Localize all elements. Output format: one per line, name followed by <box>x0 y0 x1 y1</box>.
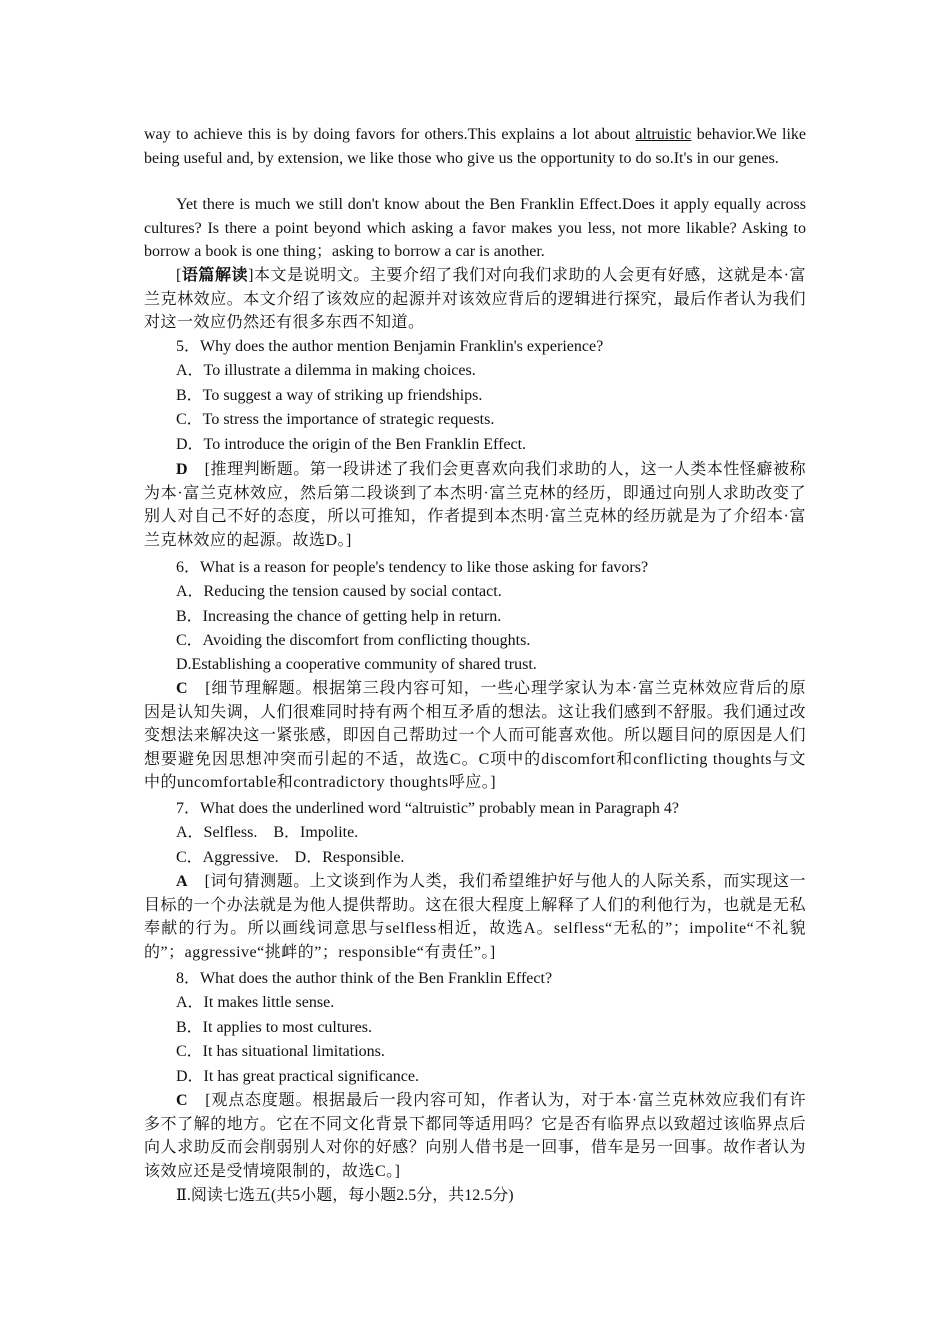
option-d: D.Establishing a cooperative community of shared trust. <box>176 656 537 673</box>
option-d: D．To introduce the origin of the Ben Franklin Effect. <box>176 436 527 453</box>
option-a: A．Reducing the tension caused by social contact. <box>176 583 502 600</box>
answer-explanation <box>144 458 806 552</box>
option-a: A．It makes little sense. <box>176 994 335 1011</box>
option-c: C．It has situational limitations. <box>176 1043 385 1060</box>
answer-letter: A <box>176 873 189 890</box>
passage-analysis <box>144 264 806 335</box>
answer-explanation <box>144 677 806 795</box>
explanation-text: [细节理解题。根据第三段内容可知，一些心理学家认为本·富兰克林效应背后的原因是认知失调，人们很难同时持有两个相互矛盾的想法。这让我们感到不舒服。我们通过改变想法来解决这一紧张感，即因自己帮助过一个人而可能喜欢他。所以题目问的原因是人们想要避免因思想冲突而引起的不适，故选C。C项中的discomfort和conflicting thoughts与文中的uncomfortable和contradictory thoughts呼应。] <box>144 680 806 791</box>
option-b: B．It applies to most cultures. <box>176 1019 372 1036</box>
answer-letter: C <box>176 680 189 697</box>
analysis-text: ]本文是说明文。主要介绍了我们对向我们求助的人会更有好感，这就是本·富兰克林效应。本文介绍了该效应的起源并对该效应背后的逻辑进行探究，最后作者认为我们对这一效应仍然还有很多东西不知道。 <box>144 267 806 331</box>
question-stem: 6．What is a reason for people's tendency to like those asking for favors? <box>176 559 649 576</box>
option-row: A．Selfless. B．Impolite. <box>176 824 359 841</box>
option-c: C．To stress the importance of strategic requests. <box>176 411 495 428</box>
analysis-bracket: [ <box>176 267 182 284</box>
explanation-text: [观点态度题。根据最后一段内容可知，作者认为，对于本·富兰克林效应我们有许多不了解的地方。它在不同文化背景下都同等适用吗？它是否有临界点以致超过该临界点后向人求助反而会削弱别人对你的好感？向别人借书是一回事，借车是另一回事。故作者认为该效应还是受情境限制的，故选C。] <box>144 1092 806 1180</box>
option-d: D．It has great practical significance. <box>176 1068 420 1085</box>
passage-text: behavior.We like being useful and, by extension, we like those who give us the opportunity to do so.It's in our genes. <box>144 126 806 167</box>
question-stem: 7．What does the underlined word “altruistic” probably mean in Paragraph 4? <box>176 800 679 817</box>
analysis-tag: 语篇解读 <box>181 267 249 284</box>
option-b: B．Increasing the chance of getting help in return. <box>176 608 502 625</box>
passage-paragraph-5: Yet there is much we still don't know about the Ben Franklin Effect.Does it apply equally across cultures? Is there a point beyond which asking a favor makes you less, not more likable? Asking to borrow a book is one thing；asking to borrow a car is another. <box>144 196 806 260</box>
explanation-text: [词句猜测题。上文谈到作为人类，我们希望维护好与他人的人际关系，而实现这一目标的一个办法就是为他人提供帮助。这在很大程度上解释了人们的利他行为，也就是无私奉献的行为。所以画线词意思与selfless相近，故选A。selfless“无私的”；impolite“不礼貌的”；aggressive“挑衅的”；responsible“有责任”。] <box>144 873 806 961</box>
question-stem: 8．What does the author think of the Ben Franklin Effect? <box>176 970 553 987</box>
passage-text: way to achieve this is by doing favors for others.This explains a lot about <box>144 126 636 143</box>
option-row: C．Aggressive. D．Responsible. <box>176 849 405 866</box>
answer-letter: C <box>176 1092 189 1109</box>
explanation-text: [推理判断题。第一段讲述了我们会更喜欢向我们求助的人，这一人类本性怪癖被称为本·富兰克林效应，然后第二段谈到了本杰明·富兰克林的经历，即通过向别人求助改变了别人对自己不好的态度，所以可推知，作者提到本杰明·富兰克林的经历就是为了介绍本·富兰克林效应的起源。故选D。] <box>144 461 806 549</box>
section-heading: Ⅱ.阅读七选五(共5小题，每小题2.5分，共12.5分) <box>176 1187 514 1204</box>
underlined-word: altruistic <box>635 126 692 143</box>
answer-explanation <box>144 870 806 964</box>
answer-explanation <box>144 1089 806 1183</box>
option-c: C．Avoiding the discomfort from conflicting thoughts. <box>176 632 531 649</box>
option-a: A．To illustrate a dilemma in making choices. <box>176 362 476 379</box>
passage-paragraph-4 <box>144 123 806 170</box>
answer-letter: D <box>176 461 189 478</box>
option-b: B．To suggest a way of striking up friendships. <box>176 387 483 404</box>
question-stem: 5．Why does the author mention Benjamin Franklin's experience? <box>176 338 604 355</box>
